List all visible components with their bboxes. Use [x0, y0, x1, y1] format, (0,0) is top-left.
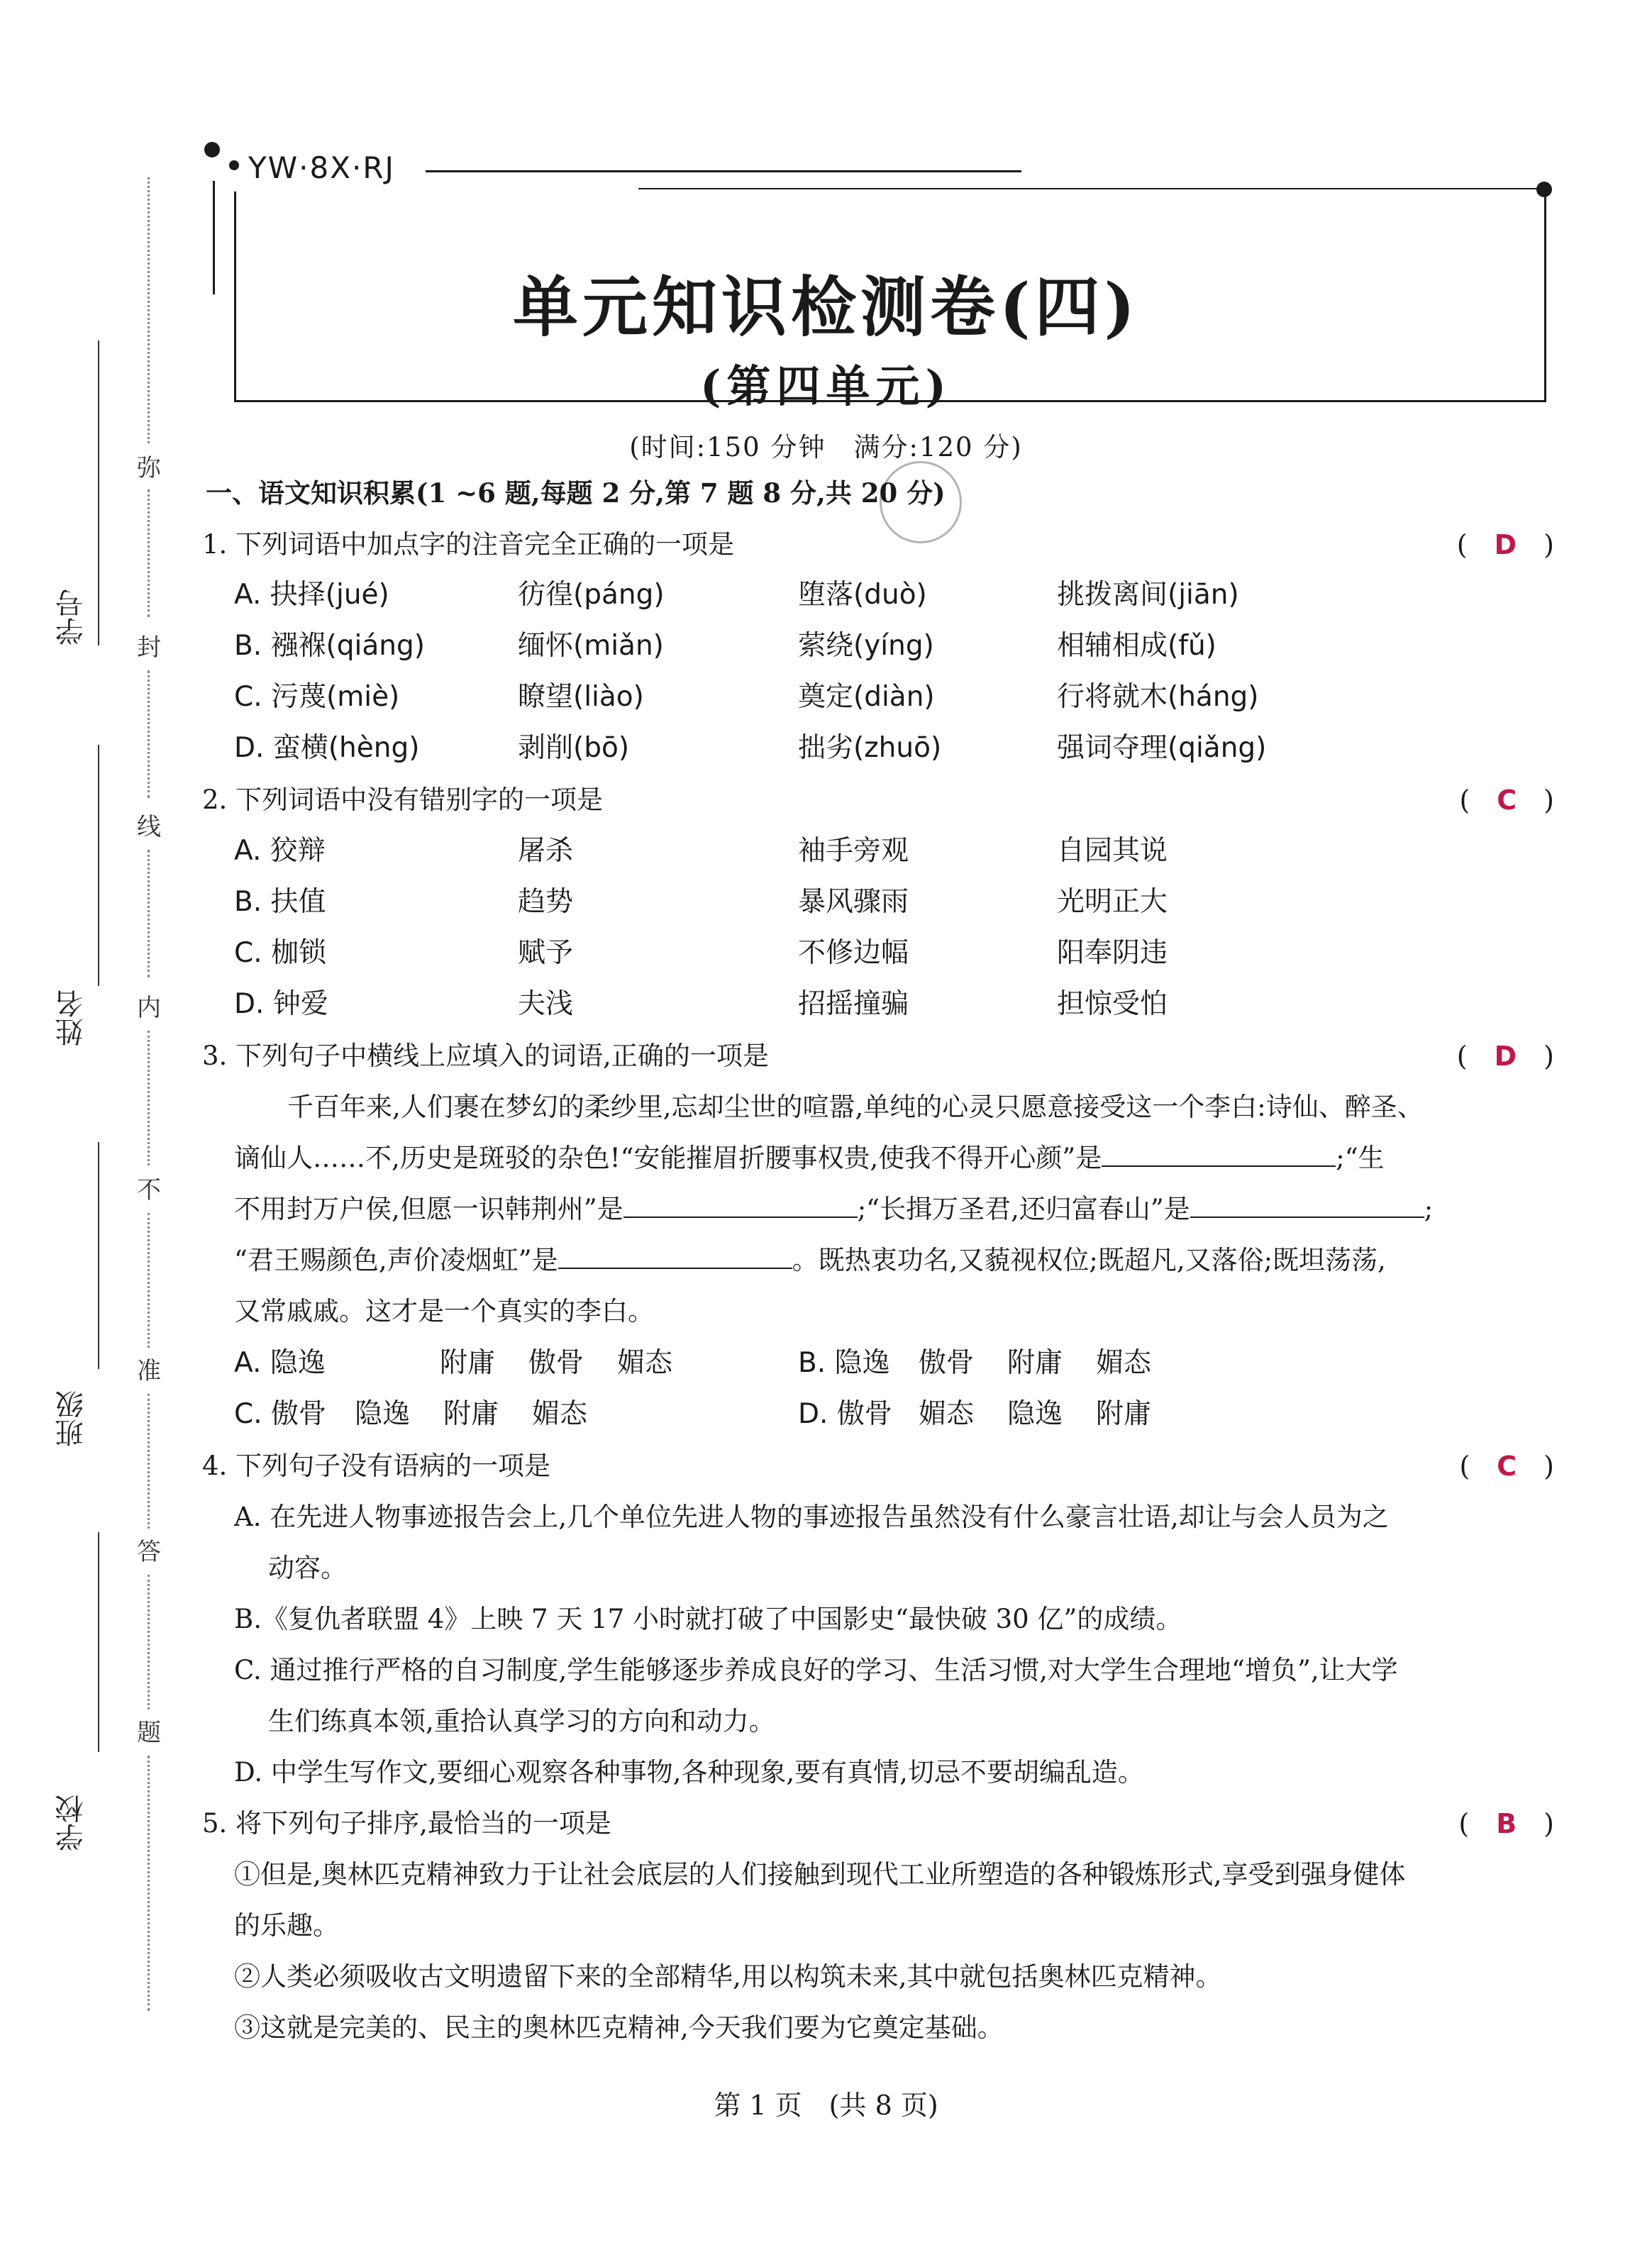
option-cell: 媚态 [532, 1398, 588, 1430]
question-stem: 2. 下列词语中没有错别字的一项是 [202, 785, 604, 815]
passage-line [234, 1238, 1386, 1277]
option-cell: 隐逸 [1007, 1398, 1063, 1430]
option-cell: B. 襁褓(qiáng) [234, 630, 425, 662]
option-cell: 附庸 [443, 1398, 499, 1430]
seal-dotted-line [148, 177, 150, 443]
binding-line [98, 745, 99, 986]
option-cell: C. 傲骨 [234, 1398, 327, 1430]
sentence-line: ②人类必须吸收古文明遗留下来的全部精华,用以构筑未来,其中就包括奥林匹克精神。 [234, 1961, 1222, 1992]
fill-blank [623, 1194, 858, 1218]
exam-info: (时间:150 分钟 满分:120 分) [629, 432, 1023, 462]
option-cell: A. 隐逸 [234, 1347, 326, 1379]
option-cell: 媚态 [1096, 1347, 1152, 1379]
answer-mark: ( C ) [1459, 785, 1554, 816]
series-code: YW·8X·RJ [248, 150, 395, 185]
option-cell: 不修边幅 [798, 937, 909, 969]
seal-char: 弥 [137, 454, 161, 482]
question-stem: 5. 将下列句子排序,最恰当的一项是 [202, 1808, 611, 1839]
class-label: 班级 [55, 1390, 88, 1447]
option-text: 生们练真本领,重拾认真学习的方向和动力。 [268, 1706, 775, 1736]
question-stem: 4. 下列句子没有语病的一项是 [202, 1451, 551, 1481]
answer-letter: D [1494, 1041, 1517, 1072]
option-cell: 傲骨 [919, 1347, 975, 1379]
option-cell: 彷徨(páng) [518, 579, 665, 611]
seal-dotted-line [148, 1575, 150, 1709]
seal-char: 题 [137, 1719, 161, 1747]
option-cell: 光明正大 [1057, 886, 1168, 918]
option-cell: A. 抉择(jué) [234, 579, 389, 611]
passage-line: 千百年来,人们裹在梦幻的柔纱里,忘却尘世的喧嚣,单纯的心灵只愿意接受这一个李白:诗仙、醉圣、 [287, 1092, 1424, 1122]
option-cell: 附庸 [1007, 1347, 1063, 1379]
section-heading: 一、语文知识积累(1 ~6 题,每题 2 分,第 7 题 8 分,共 20 分) [206, 477, 946, 509]
seal-dotted-line [148, 850, 150, 977]
option-cell: 行将就木(háng) [1057, 681, 1259, 713]
passage-text: 不用封万户侯,但愿一识韩荆州”是 [234, 1194, 623, 1224]
passage-line [234, 1187, 1433, 1226]
option-cell: 堕落(duò) [798, 579, 927, 611]
seal-char: 封 [137, 633, 161, 662]
student-id-label: 学号 [55, 589, 88, 645]
option-cell: 袖手旁观 [798, 835, 909, 867]
page-subtitle: (第四单元) [700, 360, 952, 412]
answer-letter: D [1494, 529, 1517, 560]
option-text: 动容。 [268, 1553, 347, 1583]
option-cell: 自园其说 [1057, 835, 1168, 867]
option-cell: 阳奉阴违 [1057, 937, 1168, 969]
decorative-dot [229, 160, 239, 170]
option-cell: 附庸 [1096, 1398, 1152, 1430]
option-cell: B. 隐逸 [798, 1347, 890, 1379]
seal-dotted-line [148, 489, 150, 617]
option-cell: 赋予 [518, 937, 574, 969]
option-cell: 强词夺理(qiǎng) [1057, 732, 1267, 764]
option-text: C. 通过推行严格的自习制度,学生能够逐步养成良好的学习、生活习惯,对大学生合理地“增负”,让大学 [234, 1655, 1398, 1685]
option-cell: D. 傲骨 [798, 1398, 892, 1430]
answer-mark: ( D ) [1456, 529, 1554, 560]
school-label: 学校 [55, 1795, 88, 1851]
answer-letter: C [1497, 785, 1517, 816]
option-cell: 瞭望(liào) [518, 681, 644, 713]
answer-letter: B [1496, 1808, 1517, 1839]
binding-line [98, 1142, 99, 1369]
option-cell: 萦绕(yíng) [798, 630, 934, 662]
option-cell: 招摇撞骗 [798, 988, 909, 1020]
option-cell: C. 枷锁 [234, 937, 327, 969]
seal-dotted-line [148, 1031, 150, 1165]
seal-char: 不 [137, 1176, 161, 1204]
page-title: 单元知识检测卷(四) [512, 269, 1140, 345]
answer-mark: ( D ) [1456, 1041, 1554, 1072]
option-cell: 缅怀(miǎn) [518, 630, 664, 662]
option-cell: A. 狡辩 [234, 835, 326, 867]
sentence-line: 的乐趣。 [234, 1910, 339, 1941]
option-text: D. 中学生写作文,要细心观察各种事物,各种现象,要有真情,切忌不要胡编乱造。 [234, 1757, 1144, 1788]
sentence-line: ①但是,奥林匹克精神致力于让社会底层的人们接触到现代工业所塑造的各种锻炼形式,享受到强身健体 [234, 1859, 1406, 1890]
sentence-line: ③这就是完美的、民主的奥林匹克精神,今天我们要为它奠定基础。 [234, 2012, 1004, 2043]
option-cell: 傲骨 [528, 1347, 584, 1379]
binding-line [98, 1532, 99, 1752]
page-footer: 第 1 页 (共 8 页) [714, 2090, 938, 2121]
seal-dotted-line [148, 670, 150, 798]
seal-char: 准 [137, 1357, 161, 1385]
passage-line: 又常戚戚。这才是一个真实的李白。 [234, 1296, 654, 1326]
option-cell: C. 污蔑(miè) [234, 681, 400, 713]
name-label: 姓名 [55, 990, 88, 1046]
fill-blank [1102, 1143, 1336, 1167]
option-cell: 剥削(bō) [518, 732, 630, 764]
option-cell: 屠杀 [518, 835, 574, 867]
question-stem: 1. 下列词语中加点字的注音完全正确的一项是 [202, 529, 735, 560]
decorative-dot [204, 142, 220, 157]
seal-char: 答 [137, 1538, 161, 1566]
passage-text: 谪仙人……不,历史是斑驳的杂色!“安能摧眉折腰事权贵,使我不得开心颜”是 [234, 1143, 1102, 1173]
option-cell: 媚态 [617, 1347, 673, 1379]
seal-dotted-line [148, 1213, 150, 1348]
passage-line [234, 1136, 1385, 1175]
option-cell: 附庸 [440, 1347, 496, 1379]
seal-dotted-line [148, 1394, 150, 1529]
header-rule [638, 188, 1539, 189]
binding-line [98, 340, 99, 645]
option-cell: 奠定(diàn) [798, 681, 935, 713]
answer-letter: C [1497, 1451, 1517, 1482]
option-cell: 夫浅 [518, 988, 574, 1020]
option-cell: 暴风骤雨 [798, 886, 909, 918]
question-stem: 3. 下列句子中横线上应填入的词语,正确的一项是 [202, 1041, 769, 1071]
passage-text: 。既热衷功名,又藐视权位;既超凡,又落俗;既坦荡荡, [792, 1245, 1386, 1275]
seal-dotted-line [148, 1756, 150, 2011]
passage-text: ; [1424, 1194, 1434, 1224]
fill-blank [558, 1245, 792, 1269]
option-cell: 担惊受怕 [1057, 988, 1168, 1020]
fill-blank [1190, 1194, 1424, 1218]
option-cell: 媚态 [919, 1398, 975, 1430]
passage-text: ;“长揖万圣君,还归富春山”是 [857, 1194, 1190, 1224]
answer-mark: ( B ) [1458, 1808, 1554, 1839]
option-text: A. 在先进人物事迹报告会上,几个单位先进人物的事迹报告虽然没有什么豪言壮语,却让与会人员为之 [234, 1502, 1389, 1532]
answer-mark: ( C ) [1459, 1451, 1554, 1482]
option-cell: B. 扶值 [234, 886, 326, 918]
header-rule [426, 170, 1021, 172]
option-cell: D. 蛮横(hèng) [234, 732, 420, 764]
option-cell: 隐逸 [355, 1398, 411, 1430]
option-cell: 趋势 [518, 886, 574, 918]
seal-char: 内 [137, 994, 161, 1022]
passage-text: “君王赐颜色,声价凌烟虹”是 [234, 1245, 558, 1275]
seal-char: 线 [137, 813, 161, 841]
passage-text: ;“生 [1336, 1143, 1385, 1173]
option-cell: 相辅相成(fǔ) [1057, 630, 1216, 662]
option-cell: 挑拨离间(jiān) [1057, 579, 1239, 611]
option-cell: D. 钟爱 [234, 988, 328, 1020]
option-text: B.《复仇者联盟 4》上映 7 天 17 小时就打破了中国影史“最快破 30 亿”的成绩。 [234, 1604, 1182, 1634]
option-cell: 拙劣(zhuō) [798, 732, 942, 764]
